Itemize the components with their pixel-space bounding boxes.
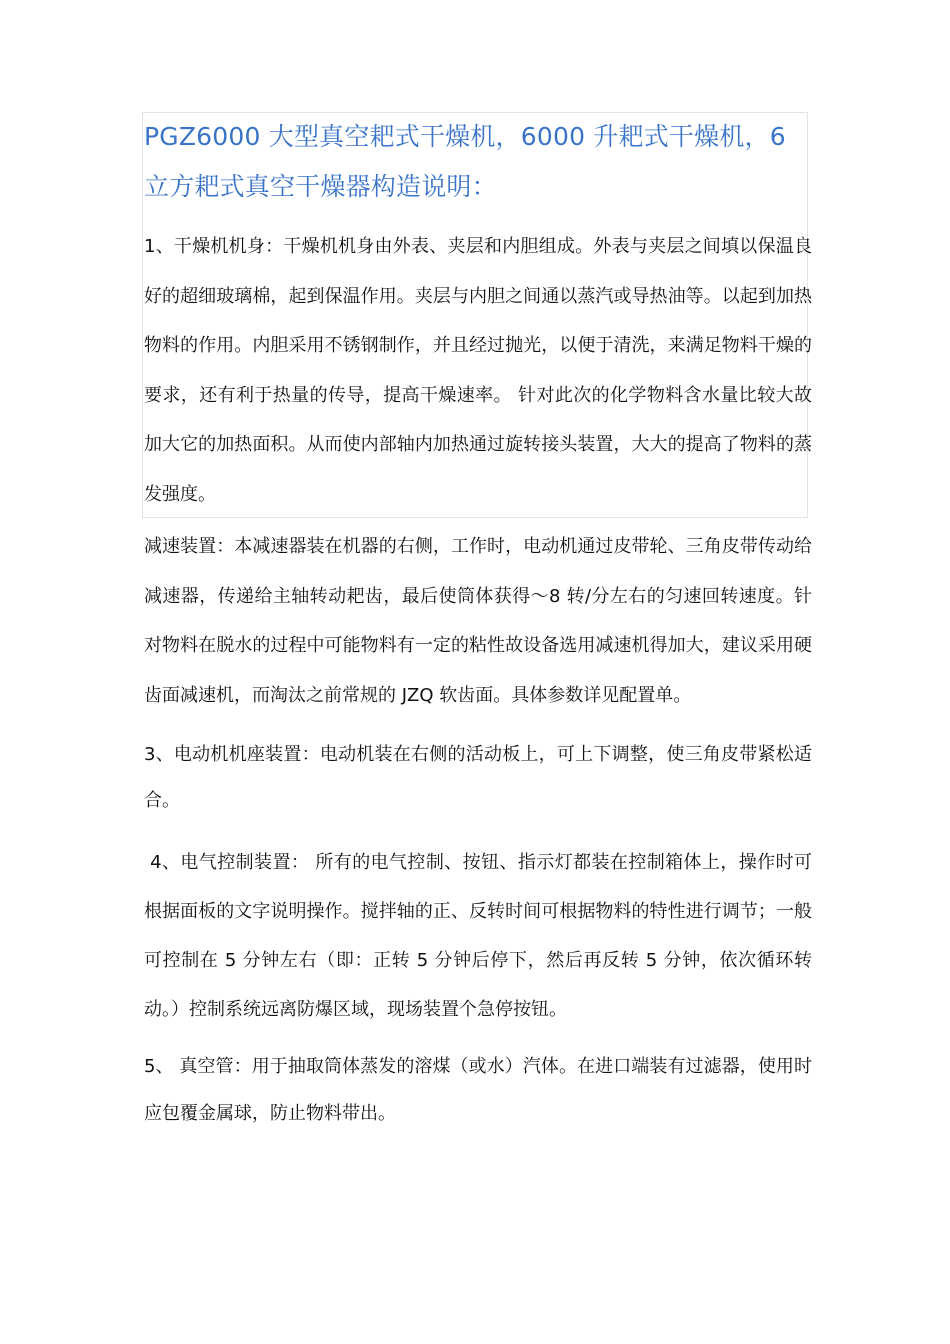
document-title: PGZ6000 大型真空耙式干燥机，6000 升耙式干燥机，6 立方耙式真空干燥器构造说明： [144, 122, 786, 201]
paragraph-motor-base: 3、电动机机座装置：电动机装在右侧的活动板上，可上下调整，使三角皮带紧松适合。 [144, 744, 812, 811]
paragraph-dryer-body: 1、干燥机机身：干燥机机身由外表、夹层和内胆组成。外表与夹层之间填以保温良好的超细玻璃棉，起到保温作用。夹层与内胆之间通以蒸汽或导热油等。以起到加热物料的作用。内胆采用不锈钢制作，并且经过抛光，以便于清洗，来满足物料干燥的要求，还有利于热量的传导，提高干燥速率。 针对此次的化学物料含水量比较大故加大它的加热面积。从而使内部轴内加热通过旋转接头装置，大大的提高了物料的蒸发强度。 [144, 236, 812, 505]
paragraph-vacuum-pipe: 5、 真空管：用于抽取筒体蒸发的溶煤（或水）汽体。在进口端装有过滤器，使用时应包覆金属球，防止物料带出。 [144, 1056, 812, 1124]
paragraph-reducer: 减速装置：本减速器装在机器的右侧，工作时，电动机通过皮带轮、三角皮带传动给减速器，传递给主轴转动耙齿，最后使筒体获得～8 转/分左右的匀速回转速度。针对物料在脱水的过程中可能物料有一定的粘性故设备选用减速机得加大，建议采用硬齿面减速机，而淘汰之前常规的 JZQ 软齿面。具体参数详见配置单。 [144, 536, 812, 706]
paragraph-electrical-control: 4、电气控制装置： 所有的电气控制、按钮、指示灯都装在控制箱体上，操作时可根据面板的文字说明操作。搅拌轴的正、反转时间可根据物料的特性进行调节；一般可控制在 5 分钟左右（即：正转 5 分钟后停下，然后再反转 5 分钟，依次循环转动。）控制系统远离防爆区域，现场装置个急停按钮。 [144, 852, 812, 1020]
